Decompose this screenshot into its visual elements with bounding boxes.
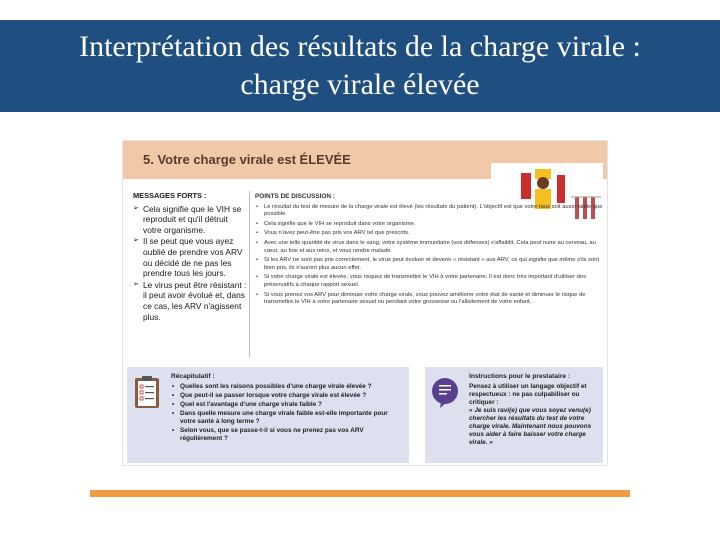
list-item: • Selon vous, que se passe-t-il si vous ne prenez pas vos ARV régulièrement ? [171, 427, 403, 443]
card-header: 5. Votre charge virale est ÉLEVÉE [123, 141, 607, 179]
strong-messages-heading: MESSAGES FORTS : [133, 191, 207, 200]
instructions-heading: Instructions pour le prestataire : [469, 373, 571, 380]
list-item: • Vous n'avez peut-être pas pris vos ARV tel que prescrits. [255, 230, 603, 238]
slide-title-line-2: charge virale élevée [240, 68, 480, 101]
list-item: ➢ Il se peut que vous ayez oublié de prendre vos ARV ou décidé de ne pas les prendre tous les jours. [133, 236, 247, 278]
list-item: ➢ Le virus peut être résistant : il peut avoir évolué et, dans ce cas, les ARV n'agissent plus. [133, 280, 247, 322]
slide-title-line-1: Interprétation des résultats de la charge virale : [79, 30, 641, 63]
list-item: • Que peut-il se passer lorsque votre charge virale est élevée ? [171, 392, 403, 400]
accent-divider [90, 490, 630, 497]
discussion-heading: POINTS DE DISCUSSION : [255, 193, 335, 200]
recap-content [171, 373, 403, 444]
checklist-icon [133, 375, 161, 409]
list-item: • Dans quelle mesure une charge virale faible est-elle importante pour votre santé à long terme ? [171, 410, 403, 426]
list-item: • Cela signifie que le VIH se reproduit dans votre organisme. [255, 221, 603, 229]
list-item: ➢ Cela signifie que le VIH se reproduit et qu'il détruit votre organisme. [133, 204, 247, 236]
list-item: • Le résultat du test de mesure de la charge virale est élevé (les résultats du patient). L'objectif est que votre taux soit aussi faible que possible. [255, 204, 603, 219]
list-item: • Quel est l'avantage d'une charge virale faible ? [171, 401, 403, 409]
instructions-quote: « Je suis ravi(e) que vous soyez venu(e) chercher les résultats du test de votre charge virale. Maintenant nous pouvons vous aider à faire baisser votre charge virale. » [469, 407, 592, 446]
list-item: • Quelles sont les raisons possibles d'une charge virale élevée ? [171, 383, 403, 391]
instructions-body: Pensez à utiliser un langage objectif et respectueux : ne pas culpabiliser ou critiquer : [469, 383, 587, 406]
recap-heading: Récapitulatif : [171, 373, 215, 380]
discussion-points [255, 193, 603, 309]
recap-box [127, 367, 409, 463]
speech-bubble-icon [431, 375, 459, 409]
slide-title [0, 20, 720, 112]
list-item: • Avec une telle quantité de virus dans le sang, votre système immunitaire (vos défenses) s'affaiblit. Cela peut nuire au cerveau, au cœur, au foie et aux reins, et vous rendre malade. [255, 240, 603, 255]
counseling-card [122, 140, 608, 466]
provider-instructions-box [425, 367, 603, 463]
column-divider [249, 191, 250, 357]
list-item: • Si votre charge virale est élevée, vous risquez de transmettre le VIH à votre partenaire. Il est donc très important d'utiliser des préservatifs à chaque rapport sexuel. [255, 274, 603, 289]
strong-messages [133, 191, 247, 323]
list-item: • Si les ARV ne sont pas pris correctement, le virus peut évoluer et devenir « résistant » aux ARV, ce qui signifie que même s'ils sont bien pris, ils n'auront plus aucun effet. [255, 257, 603, 272]
instructions-content [469, 373, 597, 447]
list-item: • Si vous prenez vos ARV pour diminuer votre charge virale, vous pouvez améliorer votre état de santé et diminuer le risque de transmettre le VIH à votre partenaire sexuel ou pendant votre grossesse ou l'allaitement de votre enfant. [255, 292, 603, 307]
